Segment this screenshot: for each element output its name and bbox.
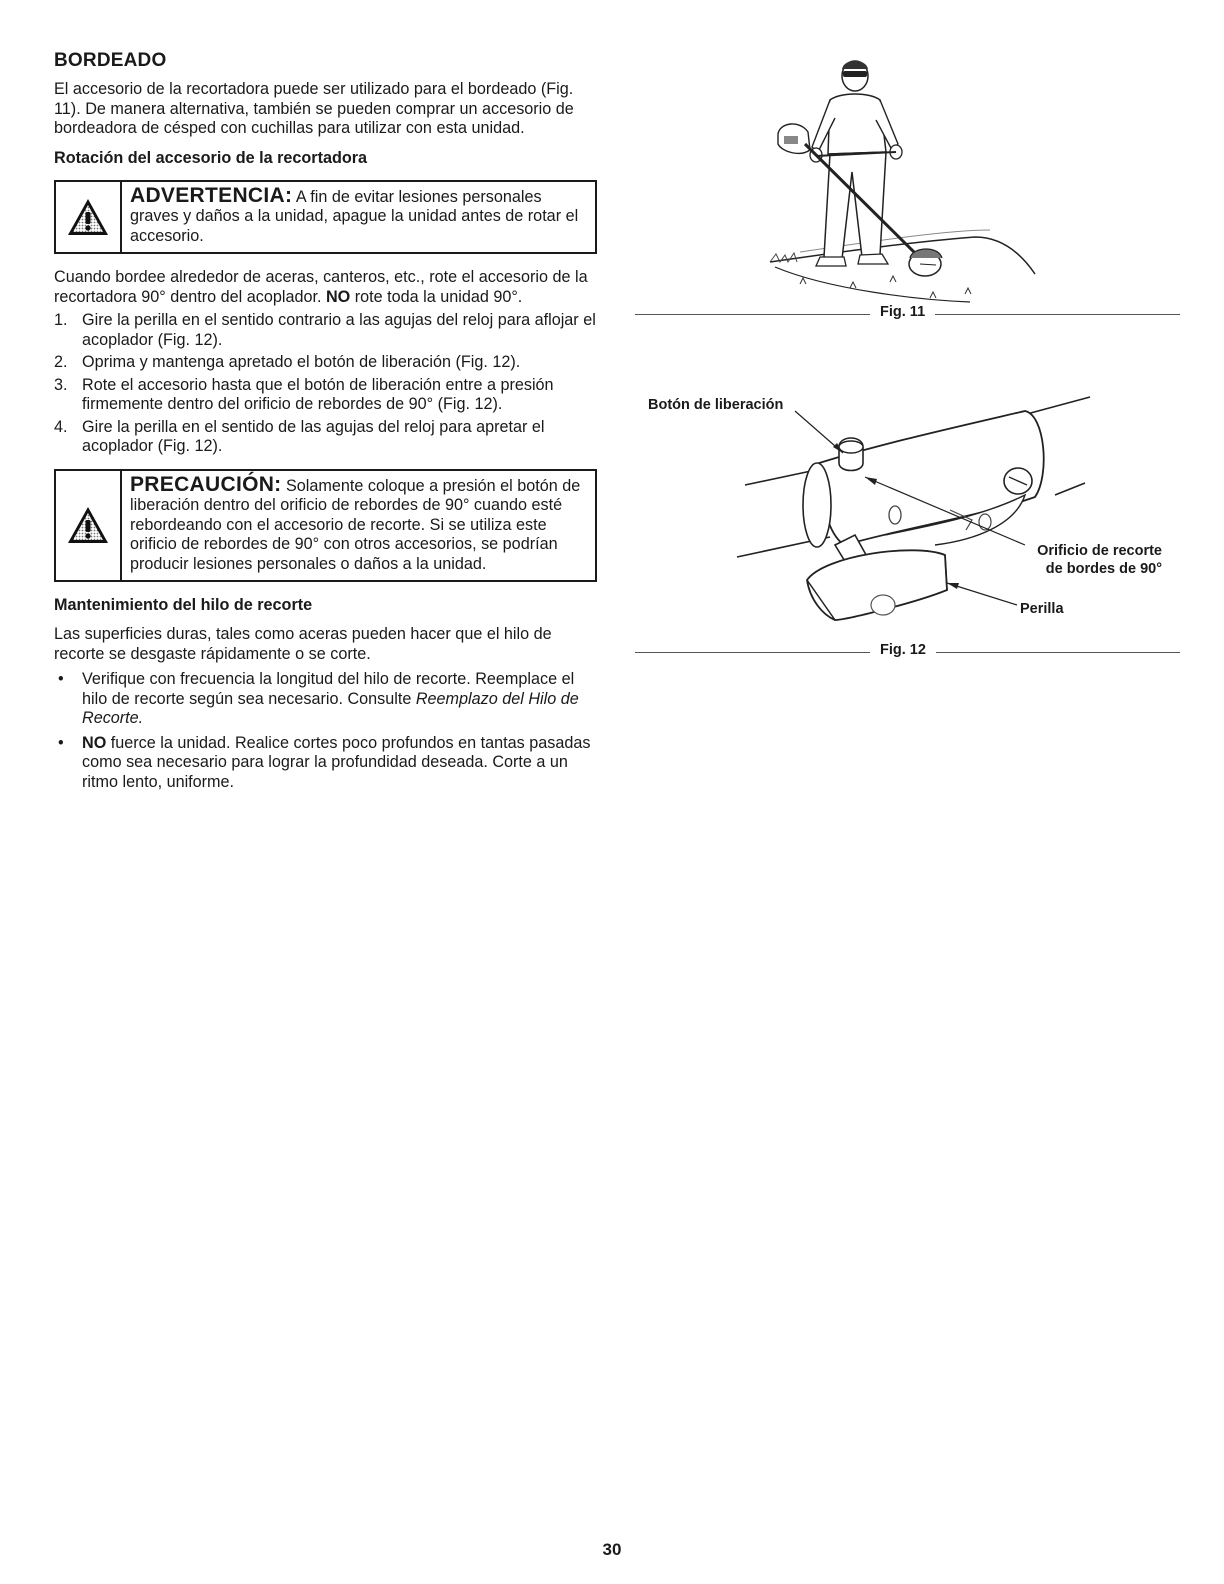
fig12-label-hole-line2: de bordes de 90°	[1045, 561, 1162, 577]
bullet2-text: fuerce la unidad. Realice cortes poco profundos en tantas pasadas como sea necesario para lograr la profundidad deseada. Corte a un ritmo lento, uniforme.	[82, 733, 591, 791]
rotation-paragraph	[54, 268, 600, 307]
step-number: 1.	[54, 311, 68, 329]
fig12-illustration	[735, 385, 1095, 635]
fig12-label-knob: Perilla	[1020, 601, 1064, 617]
fig11-caption: Fig. 11	[870, 304, 935, 320]
step-text: Gire la perilla en el sentido contrario a las agujas del reloj para aflojar el acoplador (Fig. 12).	[82, 311, 596, 349]
text-column	[54, 50, 600, 797]
fig11-illustration	[760, 52, 1050, 312]
warning-text	[122, 182, 595, 253]
step-text: Gire la perilla en el sentido de las agujas del reloj para apretar el acoplador (Fig. 12).	[82, 417, 545, 455]
fig12-label-release-button: Botón de liberación	[648, 397, 784, 413]
rotation-body-post: rote toda la unidad 90°.	[350, 287, 523, 306]
caution-icon-cell	[56, 471, 122, 581]
warning-body: A fin de evitar lesiones personales graves y daños a la unidad, apague la unidad antes de rotar el accesorio.	[130, 187, 579, 245]
step-number: 3.	[54, 375, 68, 394]
rotation-heading: Rotación del accesorio de la recortadora	[54, 148, 368, 167]
caution-body: Solamente coloque a presión el botón de liberación dentro del orificio de rebordes de 90° cuando esté rebordeando con el accesorio de recorte. Si se utiliza este orificio de rebordes de 90° con otros accesorios, se podrían producir lesiones personales o daños a la unidad.	[130, 476, 581, 573]
fig12-label-hole-line1: Orificio de recorte	[1037, 543, 1162, 559]
bullet1-text: Verifique con frecuencia la longitud del hilo de recorte. Reemplace el hilo de recorte según sea necesario. Consulte	[82, 670, 575, 708]
bullet2-bold: NO	[82, 733, 107, 752]
step-number: 2.	[54, 353, 68, 371]
warning-triangle-icon	[66, 197, 110, 237]
bullet1-italic: Reemplazo del Hilo de Recorte.	[82, 689, 579, 727]
maintenance-bullets	[54, 670, 600, 792]
bullet-text	[82, 734, 600, 793]
caution-triangle-icon	[66, 505, 110, 545]
caution-text	[122, 471, 595, 581]
step-item	[54, 418, 600, 457]
maintenance-heading: Mantenimiento del hilo de recorte	[54, 596, 313, 614]
section-title: BORDEADO	[54, 50, 167, 71]
rotation-steps	[54, 311, 600, 457]
fig12-label-hole	[1022, 542, 1162, 578]
bullet-dot: •	[58, 733, 64, 752]
maintenance-paragraph: Las superficies duras, tales como aceras pueden hacer que el hilo de recorte se desgaste rápidamente o se corte.	[54, 625, 552, 663]
bullet-item	[54, 670, 600, 729]
step-item	[54, 376, 600, 415]
warning-box	[54, 180, 597, 255]
warning-icon-cell	[56, 182, 122, 253]
rotation-body-bold: NO	[325, 287, 351, 306]
bullet-text	[82, 670, 600, 729]
step-item	[54, 353, 600, 373]
bullet-item	[54, 734, 600, 793]
caution-box	[54, 469, 597, 583]
intro-paragraph: El accesorio de la recortadora puede ser utilizado para el bordeado (Fig. 11). De manera alternativa, también se pueden comprar un accesorio de bordeadora de césped con cuchillas para utilizar con esta unidad.	[54, 80, 574, 137]
fig12-caption: Fig. 12	[870, 642, 936, 658]
step-text: Rote el accesorio hasta que el botón de liberación entre a presión firmemente dentro del orificio de rebordes de 90° (Fig. 12).	[82, 375, 554, 413]
rotation-body-pre: Cuando bordee alrededor de aceras, canteros, etc., rote el accesorio de la recortadora 90° dentro del acoplador.	[54, 268, 588, 306]
warning-label: ADVERTENCIA:	[130, 183, 293, 207]
step-text: Oprima y mantenga apretado el botón de liberación (Fig. 12).	[82, 353, 521, 371]
bullet-dot: •	[58, 670, 64, 688]
page-number: 30	[602, 1540, 622, 1559]
step-item	[54, 311, 600, 350]
caution-label: PRECAUCIÓN:	[130, 472, 282, 496]
step-number: 4.	[54, 417, 68, 436]
